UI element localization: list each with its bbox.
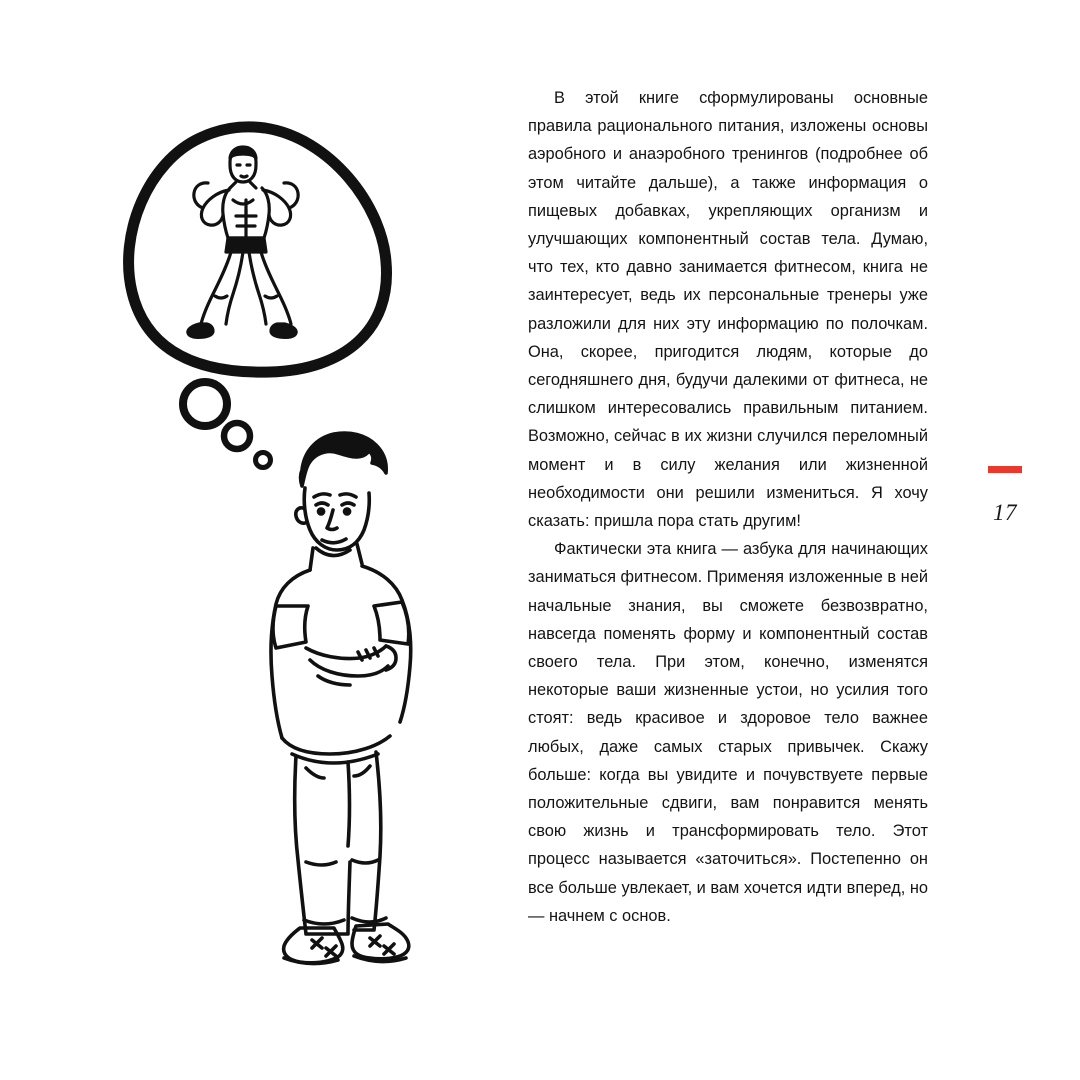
paragraph-2 <box>528 535 928 930</box>
page-marker-bar <box>988 466 1022 473</box>
paragraph-2-text: Фактически эта книга — азбука для начинающих заниматься фитнесом. Применяя изложенные в ней начальные знания, вы сможете безвозвратно, навсегда поменять форму и компонентный состав своего тела. При этом, конечно, изменятся некоторые ваши жизненные устои, но усилия того стоят: ведь красивое и здоровое тело важнее любых, даже самых старых привычек. Скажу больше: когда вы увидите и почувствуете первые положительные сдвиги, вам понравится менять свою жизнь и трансформировать тело. Этот процесс называется «заточиться». Постепенно он все больше увлекает, и вам хочется идти вперед, но — начнем с основ. <box>528 540 929 925</box>
body-text-column <box>528 84 928 930</box>
illustration-figure <box>0 0 500 1080</box>
paragraph-1-text: В этой книге сформулированы основные правила рационального питания, изложены основы аэробного и анаэробного тренингов (подробнее об этом читайте дальше), а также информация о пищевых добавках, укрепляющих организм и улучшающих компонентный состав тела. Думаю, что тех, кто давно занимается фитнесом, книга не заинтересует, ведь их персональные тренеры уже разложили для них эту информацию по полочкам. Она, скорее, пригодится людям, которые до сегодняшнего дня, будучи далекими от фитнеса, не слишком интересовались правильным питанием. Возможно, сейчас в их жизни случился переломный момент и в силу желания или жизненной необходимости они решили измениться. Я хочу сказать: пришла пора стать другим! <box>528 89 928 531</box>
paragraph-1 <box>528 84 928 535</box>
page-number: 17 <box>993 500 1017 525</box>
